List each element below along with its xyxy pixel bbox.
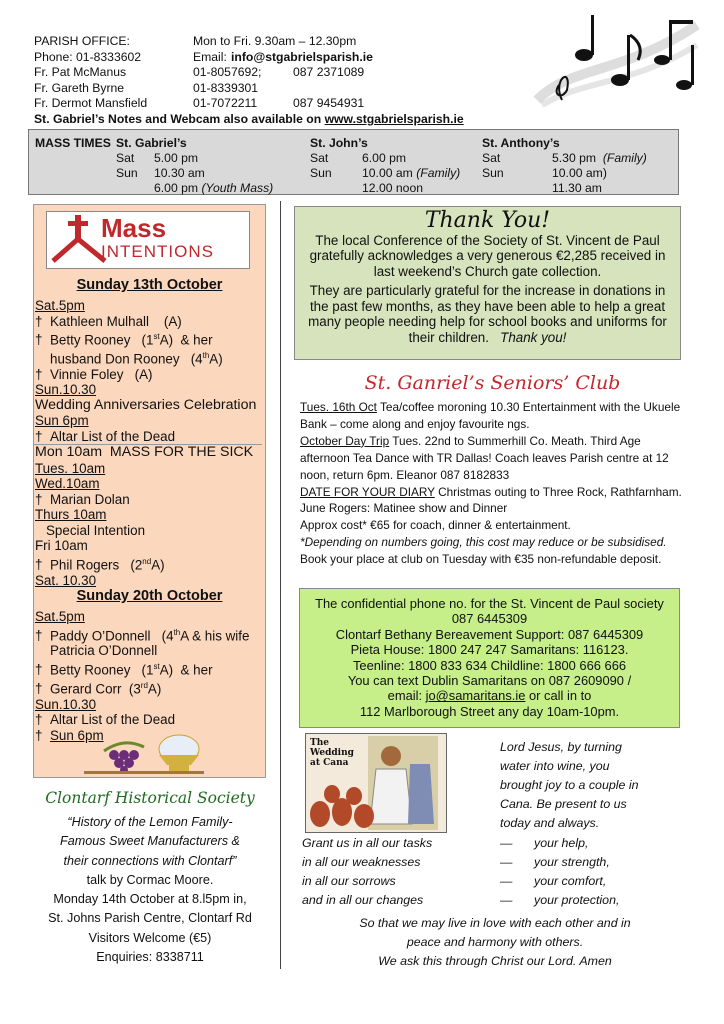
list-item: † Marian Dolan: [35, 491, 130, 507]
header-row: Fr. Gareth Byrne 01-8339301: [34, 80, 259, 95]
list-item: Thurs 10am: [35, 507, 107, 523]
samaritans-email-link[interactable]: jo@samaritans.ie: [425, 688, 526, 704]
day-heading: Sunday 20th October: [76, 588, 223, 604]
seniors-p1: Tues. 16th Oct Tea/coffee moroning 10.30 Entertainment with the Ukuele Bank – come along and enjoy favourite ngs.: [300, 400, 681, 431]
website-link[interactable]: www.stgabrielsparish.ie: [324, 111, 464, 126]
notes-line: St. Gabriel’s Notes and Webcam also available on www.stgabrielsparish.ie: [34, 111, 464, 126]
prayer-intro: Lord Jesus, by turning water into wine, you brought joy to a couple in Cana. Be present to us today and always.: [500, 740, 639, 830]
header-row: Phone: 01-8333602 Email: info@stgabrielsparish.ie: [34, 49, 373, 64]
header-row: PARISH OFFICE: Mon to Fri. 9.30am – 12.30pm: [34, 34, 357, 48]
list-item: Sat. 10.30: [35, 572, 97, 588]
list-item: Special Intention: [46, 522, 146, 538]
thank-you-box: [294, 206, 681, 360]
header-row: Fr. Pat McManus 01-8057692; 087 2371089: [34, 65, 365, 80]
list-item: † Altar List of the Dead: [35, 428, 176, 444]
jesus-figure-icon: [306, 734, 446, 832]
list-item: † Kathleen Mulhall (A): [35, 313, 182, 329]
list-item: Sat.5pm: [35, 298, 85, 313]
mass-intentions-logo: Mass INTENTIONS: [46, 211, 250, 269]
list-item: † Betty Rooney (1stA) & her: [35, 332, 213, 348]
mass-intentions-panel: [33, 204, 266, 778]
list-item: † Vinnie Foley (A): [35, 366, 153, 382]
list-item: Tues. 10am: [35, 460, 106, 476]
list-item: Sun.10.30: [35, 696, 97, 712]
seniors-body: [300, 399, 690, 568]
mass-times-label: MASS TIMES: [35, 136, 111, 150]
church-st-johns: St. John’s Sat 6.00 pm Sun 10.00 am (Family) 12.00 noon: [310, 136, 461, 195]
seniors-p3: DATE FOR YOUR DIARY Christmas outing to Three Rock, Rathfarnham. June Rogers: Matinee show and Dinner: [300, 484, 682, 516]
prayer-petitions: Grant us in all our tasks — your help, in all our weaknesses — your strength, in all our sorrows — your comfort, and in all our changes — your protection,: [302, 836, 620, 908]
list-item: Sun.10.30: [35, 382, 97, 398]
list-item: † Altar List of the Dead: [35, 712, 176, 728]
parish-header: [34, 34, 464, 128]
list-item: Wedding Anniversaries Celebration: [35, 396, 257, 413]
seniors-title: St. Ganriel’s Seniors’ Club: [364, 372, 621, 394]
list-item: Fri 10am: [35, 538, 88, 554]
day-heading: Sunday 13th October: [76, 277, 223, 293]
list-item: Patricia O’Donnell: [50, 643, 158, 659]
intentions-list-week1: [34, 298, 262, 588]
seniors-p5: *Depending on numbers going, this cost may reduce or be subsidised. Book your place at club on Tuesday with €35 non-refundable deposit.: [300, 535, 667, 567]
prayer-ending: So that we may live in love with each other and in peace and harmony with others. We ask this through Christ our Lord. Amen: [359, 916, 631, 969]
list-item: † Betty Rooney (1stA) & her: [35, 661, 213, 678]
church-cross-icon: [49, 213, 109, 267]
music-notes-icon: [532, 5, 702, 115]
intentions-list-week2: [34, 609, 262, 743]
list-item: † Sun 6pm: [35, 727, 104, 743]
list-item: husband Don Rooney (4thA): [50, 350, 223, 367]
historical-body: “History of the Lemon Family- Famous Sweet Manufacturers & their connections with Clontarf” talk by Cormac Moore. Monday 14th October at 8.l5pm in, St. Johns Parish Centre, Clontarf Rd Visitors Welcome (€5) Enquiries: 8338711: [48, 815, 252, 965]
wedding-at-cana-image: The Wedding at Cana: [305, 733, 447, 833]
list-item: † Phil Rogers (2ndA): [35, 556, 165, 573]
thank-you-title: Thank You!: [424, 208, 551, 233]
email-link[interactable]: info@stgabrielsparish.ie: [231, 49, 373, 64]
column-divider: [280, 201, 281, 969]
chalice-grapes-icon: [74, 733, 214, 775]
thank-you-p1: The local Conference of the Society of St. Vincent de Paul gratefully acknowledges a very generous €2,285 received in last weekend’s Church gate collection.: [309, 232, 666, 279]
list-item: † Gerard Corr (3rdA): [35, 680, 162, 697]
thank-you-p2: They are particularly grateful for the increase in donations in the past few months, as they have been able to help a great many people needing help for school books and uniforms for their children. Thank you!: [308, 283, 667, 345]
support-numbers-box: The confidential phone no. for the St. Vincent de Paul society 087 6445309 Clontarf Bethany Bereavement Support: 087 6445309 Pieta House: 1800 247 247 Samaritans: 116123. Teenline: 1800 833 634 Childline: 1800 666 666 You can text Dublin Samaritans on 087 2609090 / email: jo@samaritans.ie or call in to 112 Marlborough Street any day 10am-10pm.: [299, 588, 680, 728]
historical-title: Clontarf Historical Society: [45, 789, 255, 807]
mass-times-box: [28, 129, 679, 195]
header-row: Fr. Dermot Mansfield 01-7072211 087 9454931: [34, 96, 365, 111]
list-item: Wed.10am: [35, 476, 100, 492]
list-item: Sat.5pm: [35, 609, 85, 624]
list-item: Sun 6pm: [35, 413, 89, 429]
list-item: Mon 10am MASS FOR THE SICK: [34, 444, 262, 461]
seniors-p4: Approx cost* €65 for coach, dinner & entertainment.: [300, 518, 571, 533]
church-st-gabriels: St. Gabriel’s Sat 5.00 pm Sun 10.30 am 6.00 pm (Youth Mass): [116, 136, 274, 195]
seniors-p2: October Day Trip Tues. 22nd to Summerhill Co. Meath. Third Age afternoon Tea Dance with TR Dallas! Coach leaves Parish centre at 12 noon, return 6pm. Eleanor 087 8182833: [300, 433, 669, 482]
church-st-anthonys: St. Anthony’s Sat 5.30 pm (Family) Sun 10.00 am) 11.30 am: [482, 136, 647, 195]
list-item: † Paddy O’Donnell (4thA & his wife: [35, 627, 250, 643]
